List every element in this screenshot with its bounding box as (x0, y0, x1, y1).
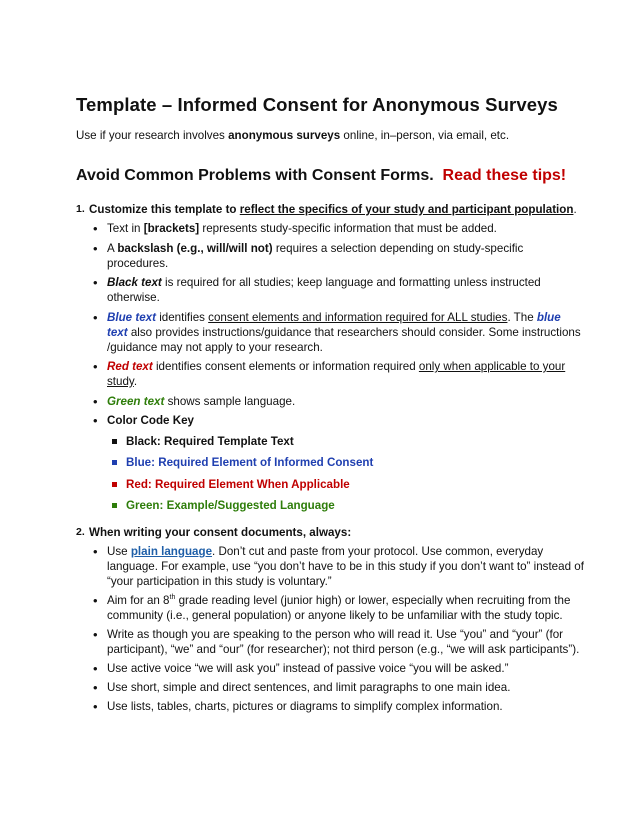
list-item: • Use plain language. Don’t cut and paste from your protocol. Use common, everyday language. For example, use “you don’t have to be in this study if you don’t want to” instead of “your participation in this study is voluntary.” (107, 544, 584, 589)
plain-language-link[interactable]: plain language (130, 544, 213, 558)
tips-heading: Avoid Common Problems with Consent Forms. Read these tips! (76, 167, 567, 184)
section-heading: 1. Customize this template to reflect the specifics of your study and participant population. (76, 203, 577, 216)
color-key-blue: Blue: Required Element of Informed Consent (126, 455, 584, 470)
color-key-label: Color Code Key (107, 414, 194, 427)
section-heading: 2. When writing your consent documents, always: (76, 525, 352, 539)
list-item: • Black text is required for all studies; keep language and formatting unless instructed otherwise. (107, 275, 584, 305)
list-item: • Green text shows sample language. (107, 394, 584, 409)
list-item: • Aim for an 8th grade reading level (junior high) or lower, especially when recruiting from the community (i.e., general population) or anyone likely to be unfamiliar with the study topic. (107, 593, 584, 623)
section-customize (76, 202, 584, 513)
list-item (107, 413, 584, 513)
list-item: • Use lists, tables, charts, pictures or diagrams to simplify complex information. (107, 699, 584, 714)
list-item: • Text in [brackets] represents study-specific information that must be added. (107, 221, 584, 236)
page-title: Template – Informed Consent for Anonymous Surveys (76, 94, 558, 115)
list-item: • Blue text identifies consent elements and information required for ALL studies. The blue text also provides instructions/guidance that researchers should consider. Some instructions /guidance may not apply to your research. (107, 310, 584, 355)
color-key-red: Red: Required Element When Applicable (126, 477, 584, 492)
list-item: • Use active voice “we will ask you” instead of passive voice “you will be asked.” (107, 661, 584, 676)
list-item: • Write as though you are speaking to the person who will read it. Use “you” and “your” (for participant), “we” and “our” (for researcher); not third person (e.g., “we will ask participants”). (107, 627, 584, 657)
color-key-list (107, 434, 584, 513)
customize-list (76, 221, 584, 513)
list-item: • Use short, simple and direct sentences, and limit paragraphs to one main idea. (107, 680, 584, 695)
list-item: • A backslash (e.g., will/will not) requires a selection depending on study-specific procedures. (107, 241, 584, 271)
section-writing (76, 525, 584, 714)
intro-paragraph: Use if your research involves anonymous surveys online, in–person, via email, etc. (76, 129, 510, 142)
color-key-black: Black: Required Template Text (126, 434, 584, 449)
intro-emphasis: anonymous surveys (228, 129, 341, 142)
tips-link[interactable]: Read these tips! (442, 167, 567, 184)
writing-list (76, 544, 584, 714)
color-key-green: Green: Example/Suggested Language (126, 498, 584, 513)
list-item: • Red text identifies consent elements or information required only when applicable to your study. (107, 359, 584, 389)
